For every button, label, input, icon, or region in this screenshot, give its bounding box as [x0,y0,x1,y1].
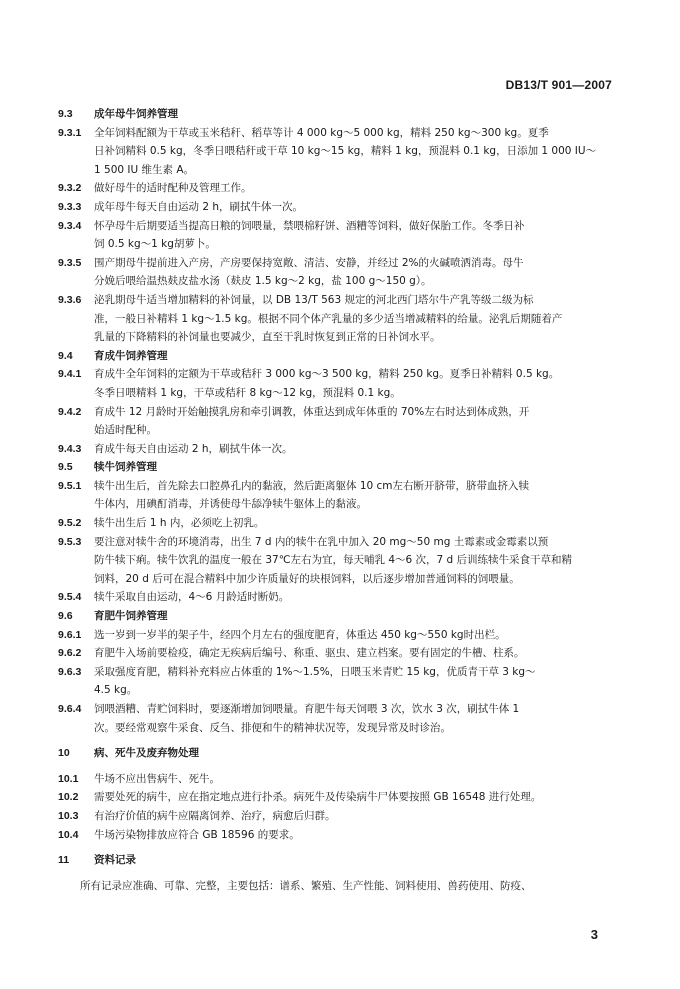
paragraph-line [58,551,618,570]
clause-text: 采取强度育肥，精料补充料应占体重的 1%～1.5%，日喂玉米青贮 15 kg，优质青干草 3 kg～ [94,665,536,678]
section-heading [58,347,618,366]
paragraph-line [58,254,618,273]
paragraph-line [58,514,618,533]
paragraph-line [58,644,618,663]
paragraph-line [58,495,618,514]
heading-text: 育肥牛饲养管理 [94,610,168,623]
clause-text: 育成牛每天自由运动 2 h，刷拭牛体一次。 [94,442,293,455]
clause-text: 要注意对犊牛舍的环境消毒，出生 7 d 内的犊牛在乳中加入 20 mg～50 mg 土霉素或金霉素以预 [94,535,549,548]
clause-number: 9.3 [58,108,73,120]
clause-number: 9.3.1 [58,126,82,139]
clause-number: 10.1 [58,772,79,785]
paragraph-line [58,310,618,329]
clause-number: 9.5.1 [58,479,82,492]
clause-text: 围产期母牛提前进入产房，产房要保持宽敞、清洁、安静，并经过 2%的火碱喷洒消毒。母牛 [94,256,524,269]
paragraph-line [58,877,618,896]
heading-text: 成年母牛饲养管理 [94,108,178,120]
paragraph-line [58,217,618,236]
clause-number: 9.5.4 [58,591,82,604]
clause-number: 10.4 [58,828,79,841]
paragraph-line [58,161,618,180]
paragraph-line [58,533,618,552]
clause-text: 育成牛全年饲料的定额为干草或秸秆 3 000 kg～3 500 kg，精料 250 kg。夏季日补精料 0.5 kg。 [94,368,560,381]
clause-number: 9.5 [58,461,73,474]
clause-text: 4.5 kg。 [94,684,138,697]
paragraph-line [58,826,618,845]
clause-number: 9.4.1 [58,368,82,381]
clause-number: 9.3.4 [58,219,82,232]
clause-number: 11 [58,854,70,867]
clause-text: 牛体内，用碘酊消毒，并诱使母牛舔净犊牛躯体上的黏液。 [94,498,367,511]
clause-text: 饲料，20 d 后可在混合精料中加少许质量好的块根饲料，以后逐步增加普通饲料的饲喂量。 [94,572,520,585]
clause-text: 始适时配种。 [94,424,157,437]
paragraph-line [58,477,618,496]
clause-text: 所有记录应准确、可靠、完整，主要包括：谱系、繁殖、生产性能、饲料使用、兽药使用、防疫、 [80,879,532,892]
paragraph-line [58,142,618,161]
section-heading [58,851,618,870]
clause-number: 9.6 [58,610,73,623]
paragraph-line [58,328,618,347]
paragraph-line [58,440,618,459]
paragraph-line [58,588,618,607]
section-heading [58,744,618,763]
paragraph-line [58,663,618,682]
clause-number: 9.4.2 [58,405,82,418]
clause-text: 饲 0.5 kg～1 kg胡萝卜。 [94,238,216,251]
paragraph-line [58,626,618,645]
clause-text: 乳量的下降精料的补饲量也要减少，直至干乳时恢复到正常的日补饲水平。 [94,331,441,344]
paragraph-line [58,365,618,384]
heading-text: 病、死牛及废弃物处理 [94,747,199,760]
clause-number: 9.3.2 [58,182,82,195]
clause-text: 饲喂酒糟、青贮饲料时，要逐渐增加饲喂量。育肥牛每天饲喂 3 次，饮水 3 次，刷拭牛体 1 [94,703,520,715]
paragraph-line [58,788,618,807]
clause-text: 犊牛采取自由运动，4～6 月龄适时断奶。 [94,591,290,604]
section-gap [58,737,618,744]
clause-text: 日补饲精料 0.5 kg，冬季日喂秸秆或干草 10 kg～15 kg，精料 1 kg，预混料 0.1 kg，日添加 1 000 IU～ [94,145,597,158]
clause-text: 1 500 IU 维生素 A。 [94,163,195,176]
clause-text: 有治疗价值的病牛应隔离饲养、治疗，病愈后归群。 [94,809,336,822]
paragraph-line [58,700,618,719]
clause-number: 9.6.4 [58,703,82,715]
clause-text: 育成牛 12 月龄时开始触摸乳房和牵引调教，体重达到成年体重的 70%左右时达到体成熟，开 [94,405,530,418]
paragraph-line [58,198,618,217]
heading-text: 犊牛饲养管理 [94,461,157,474]
paragraph-line [58,291,618,310]
paragraph-line [58,235,618,254]
clause-number: 9.6.1 [58,628,82,641]
paragraph-line [58,770,618,789]
paragraph-line [58,403,618,422]
clause-text: 准，一般日补精料 1 kg～1.5 kg。根据不同个体产乳量的多少适当增减精料的给量。泌乳后期随着产 [94,312,563,325]
clause-number: 9.3.3 [58,200,82,213]
clause-number: 9.6.2 [58,647,82,660]
paragraph-line [58,681,618,700]
clause-text: 做好母牛的适时配种及管理工作。 [94,182,252,195]
clause-text: 需要处死的病牛，应在指定地点进行扑杀。病死牛及传染病牛尸体要按照 GB 16548 进行处理。 [94,791,542,804]
document-code: DB13/T 901—2007 [505,78,612,92]
paragraph-line [58,719,618,738]
clause-text: 牛场不应出售病牛、死牛。 [94,772,220,785]
clause-number: 10 [58,747,70,760]
clause-text: 怀孕母牛后期要适当提高日粮的饲喂量，禁喂棉籽饼、酒糟等饲料，做好保胎工作。冬季日补 [94,219,525,232]
section-gap [58,844,618,851]
paragraph-line [58,384,618,403]
clause-number: 9.4.3 [58,442,82,455]
paragraph-line [58,570,618,589]
clause-number: 9.4 [58,349,73,362]
heading-text: 育成牛饲养管理 [94,349,168,362]
clause-number: 10.2 [58,791,79,804]
page-number: 3 [590,927,598,942]
paragraph-line [58,421,618,440]
clause-number: 9.3.5 [58,256,82,269]
paragraph-line [58,179,618,198]
clause-number: 9.5.3 [58,535,82,548]
section-gap [58,870,618,877]
clause-text: 泌乳期母牛适当增加精料的补饲量，以 DB 13/T 563 规定的河北西门塔尔牛产乳等级二级为标 [94,293,534,306]
clause-text: 冬季日喂精料 1 kg，干草或秸秆 8 kg～12 kg，预混料 0.1 kg。 [94,386,401,399]
clause-text: 选一岁到一岁半的架子牛，经四个月左右的强度肥育，体重达 450 kg～550 kg时出栏。 [94,628,506,641]
clause-text: 犊牛出生后，首先除去口腔鼻孔内的黏液，然后距离躯体 10 cm左右断开脐带，脐带血挤入犊 [94,479,530,492]
clause-number: 9.6.3 [58,665,82,678]
paragraph-line [58,807,618,826]
clause-text: 犊牛出生后 1 h 内，必须吃上初乳。 [94,517,265,530]
clause-text: 牛场污染物排放应符合 GB 18596 的要求。 [94,828,300,841]
clause-text: 防牛犊下痢。犊牛饮乳的温度一般在 37℃左右为宜，每天哺乳 4～6 次，7 d 后训练犊牛采食干草和精 [94,554,573,567]
document-body [58,105,618,895]
section-heading [58,458,618,477]
clause-number: 9.3.6 [58,293,82,306]
section-heading [58,105,618,124]
section-heading [58,607,618,626]
heading-text: 资料记录 [94,854,136,867]
clause-number: 9.5.2 [58,517,82,530]
clause-text: 分娩后喂给温热麸皮盐水汤（麸皮 1.5 kg～2 kg，盐 100 g～150 g）。 [94,275,432,288]
section-gap [58,763,618,770]
clause-text: 育肥牛入场前要检疫，确定无疾病后编号、称重、驱虫、建立档案。要有固定的牛槽、柱系。 [94,647,525,660]
clause-number: 10.3 [58,809,79,822]
clause-text: 次。要经常观察牛采食、反刍、排便和牛的精神状况等，发现异常及时诊治。 [94,721,451,734]
clause-text: 成年母牛每天自由运动 2 h，刷拭牛体一次。 [94,200,304,213]
paragraph-line [58,272,618,291]
paragraph-line [58,124,618,143]
clause-text: 全年饲料配额为干草或玉米秸秆、稻草等计 4 000 kg～5 000 kg，精料 250 kg～300 kg。夏季 [94,126,549,139]
